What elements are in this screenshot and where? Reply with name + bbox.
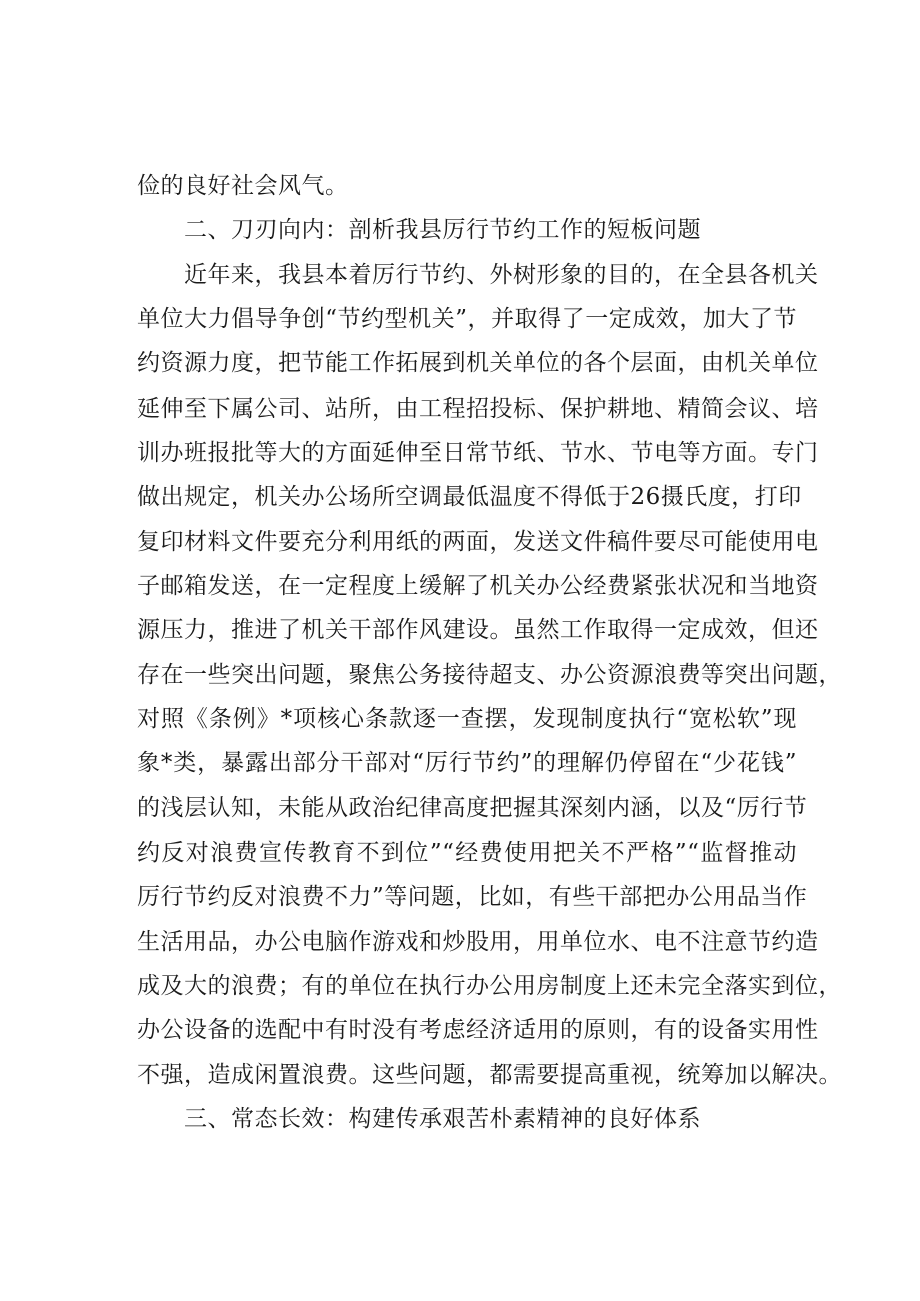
paragraph-line: 俭的良好社会风气。 [137,173,349,199]
paragraph-line: 做出规定，机关办公场所空调最低温度不得低于26摄氏度，打印 [137,484,802,510]
paragraph-line: 子邮箱发送，在一定程度上缓解了机关办公经费紧张状况和当地资 [137,573,819,599]
paragraph-line: 厉行节约反对浪费不力”等问题，比如，有些干部把办公用品当作 [137,884,808,910]
paragraph-line: 单位大力倡导争创“节约型机关”，并取得了一定成效，加大了节 [137,306,797,332]
paragraph-line: 办公设备的选配中有时没有考虑经济适用的原则，有的设备实用性 [137,1017,819,1043]
paragraph-line: 源压力，推进了机关干部作风建设。虽然工作取得一定成效，但还 [137,617,819,643]
paragraph-line: 延伸至下属公司、站所，由工程招投标、保护耕地、精简会议、培 [137,396,819,422]
paragraph-line: 约反对浪费宣传教育不到位”“经费使用把关不严格”“监督推动 [137,840,797,866]
paragraph-line: 不强，造成闲置浪费。这些问题，都需要提高重视，统筹加以解决。 [137,1062,842,1088]
paragraph-line: 对照《条例》*项核心条款逐一查摆，发现制度执行“宽松软”现 [137,706,797,732]
paragraph-line: 存在一些突出问题，聚焦公务接待超支、办公资源浪费等突出问题， [137,662,842,688]
section-heading-2: 二、刀刃向内：剖析我县厉行节约工作的短板问题 [184,217,701,243]
section-heading-3: 三、常态长效：构建传承艰苦朴素精神的良好体系 [184,1106,701,1132]
paragraph-line: 训办班报批等大的方面延伸至日常节纸、节水、节电等方面。专门 [137,440,819,466]
paragraph-line: 成及大的浪费；有的单位在执行办公用房制度上还未完全落实到位， [137,973,842,999]
paragraph-line: 近年来，我县本着厉行节约、外树形象的目的，在全县各机关 [184,262,819,288]
paragraph-line: 生活用品，办公电脑作游戏和炒股用，用单位水、电不注意节约造 [137,929,819,955]
paragraph-line: 的浅层认知，未能从政治纪律高度把握其深刻内涵，以及“厉行节 [137,795,808,821]
paragraph-line: 复印材料文件要充分利用纸的两面，发送文件稿件要尽可能使用电 [137,529,819,555]
paragraph-line: 象*类，暴露出部分干部对“厉行节约”的理解仍停留在“少花钱” [137,750,797,776]
paragraph-line: 约资源力度，把节能工作拓展到机关单位的各个层面，由机关单位 [137,350,819,376]
